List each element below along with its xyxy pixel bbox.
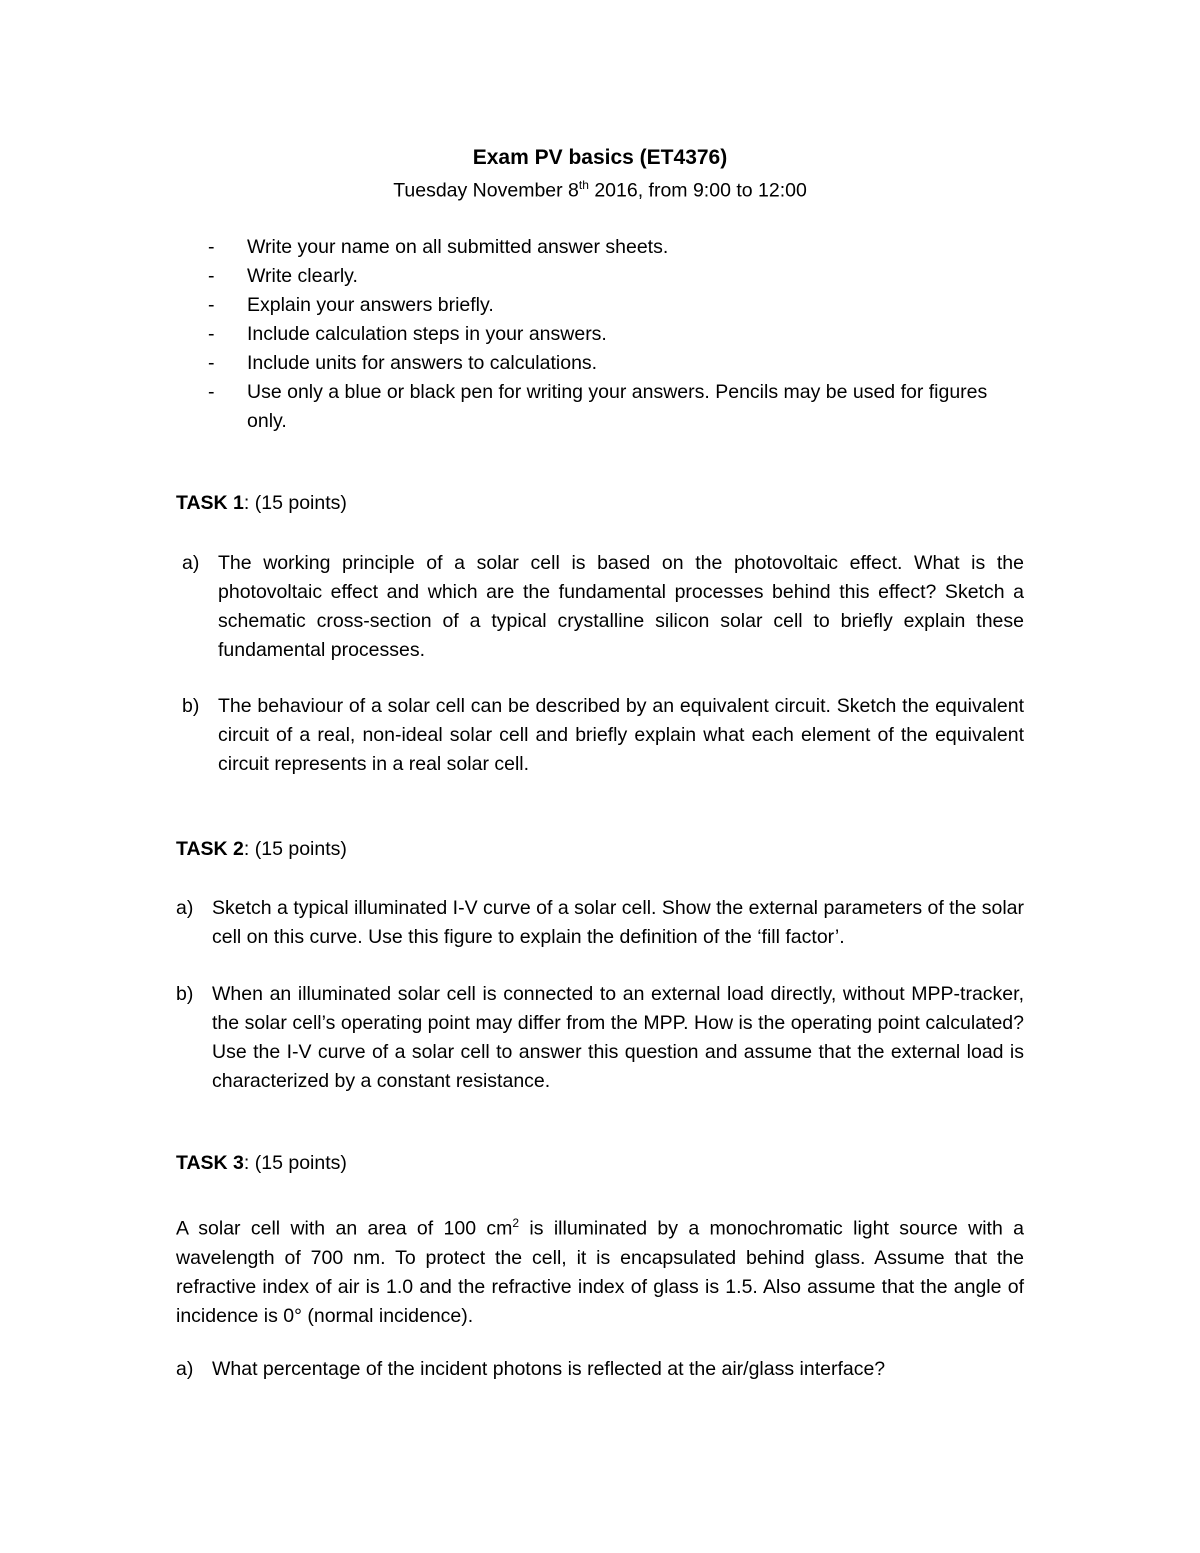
exam-date xyxy=(0,178,1200,203)
instruction-text: Use only a blue or black pen for writing your answers. Pencils may be used for figures only. xyxy=(247,381,988,432)
task3-name: TASK 3 xyxy=(176,1152,244,1174)
instruction-item xyxy=(208,233,1028,262)
instructions-list xyxy=(208,233,1028,436)
task1-name: TASK 1 xyxy=(176,492,244,514)
task2-name: TASK 2 xyxy=(176,838,244,860)
question-text: Sketch a typical illuminated I-V curve of a solar cell. Show the external parameters of the solar cell on this curve. Use this figure to explain the definition of the ‘fill factor’. xyxy=(212,897,1024,948)
instruction-text: Include units for answers to calculations. xyxy=(247,352,598,374)
exam-date-prefix: Tuesday November 8 xyxy=(393,179,579,202)
exam-title: Exam PV basics (ET4376) xyxy=(472,146,728,169)
dash-marker: - xyxy=(208,352,215,374)
dash-marker: - xyxy=(208,323,215,345)
task3-intro xyxy=(176,1209,1024,1331)
question-label: a) xyxy=(176,897,194,919)
instruction-item xyxy=(208,349,1028,378)
task1-question-a xyxy=(176,549,1024,665)
question-label: a) xyxy=(182,552,200,574)
instruction-text: Write clearly. xyxy=(247,265,358,287)
task3-intro-start: A solar cell with an area of 100 cm xyxy=(176,1217,513,1240)
question-text: When an illuminated solar cell is connected to an external load directly, without MPP-tracker, the solar cell’s operating point may differ from the MPP. How is the operating point calculated? Use the I-V curve of a solar cell to answer this question and assume that the external load is characterized by a constant resistance. xyxy=(212,983,1024,1092)
task2-points: : (15 points) xyxy=(243,838,347,860)
dash-marker: - xyxy=(208,265,215,287)
task3-intro-superscript: 2 xyxy=(512,1216,520,1230)
dash-marker: - xyxy=(208,381,215,403)
question-text: What percentage of the incident photons is reflected at the air/glass interface? xyxy=(212,1358,886,1380)
question-text: The behaviour of a solar cell can be described by an equivalent circuit. Sketch the equivalent circuit of a real, non-ideal solar cell and briefly explain what each element of the equivalent circuit represents in a real solar cell. xyxy=(218,695,1024,775)
exam-date-superscript: th xyxy=(578,178,589,192)
task3-intro-rest: is illuminated by a monochromatic light source with a wavelength of 700 nm. To protect the cell, it is encapsulated behind glass. Assume that the refractive index of air is 1.0 and the refractive index of glass is 1.5. Also assume that the angle of incidence is 0° (normal incidence). xyxy=(176,1217,1024,1327)
task3-points: : (15 points) xyxy=(243,1152,347,1174)
task3-heading xyxy=(176,1152,347,1175)
dash-marker: - xyxy=(208,294,215,316)
task2-question-b xyxy=(176,980,1024,1096)
task1-question-b xyxy=(176,692,1024,779)
instruction-text: Write your name on all submitted answer sheets. xyxy=(247,236,669,258)
instruction-item xyxy=(208,378,1028,436)
question-label: b) xyxy=(182,695,200,717)
instruction-item xyxy=(208,262,1028,291)
question-label: a) xyxy=(176,1358,194,1380)
instruction-item xyxy=(208,320,1028,349)
task1-heading xyxy=(176,492,347,515)
instruction-text: Include calculation steps in your answers. xyxy=(247,323,607,345)
dash-marker: - xyxy=(208,236,215,258)
question-text: The working principle of a solar cell is based on the photovoltaic effect. What is the photovoltaic effect and which are the fundamental processes behind this effect? Sketch a schematic cross-section of a typical crystalline silicon solar cell to briefly explain these fundamental processes. xyxy=(218,552,1024,661)
task1-points: : (15 points) xyxy=(243,492,347,514)
task2-heading xyxy=(176,838,347,861)
exam-date-suffix: 2016, from 9:00 to 12:00 xyxy=(588,179,807,202)
question-label: b) xyxy=(176,983,194,1005)
task3-question-a xyxy=(176,1355,1024,1384)
task2-question-a xyxy=(176,894,1024,952)
instruction-text: Explain your answers briefly. xyxy=(247,294,494,316)
instruction-item xyxy=(208,291,1028,320)
